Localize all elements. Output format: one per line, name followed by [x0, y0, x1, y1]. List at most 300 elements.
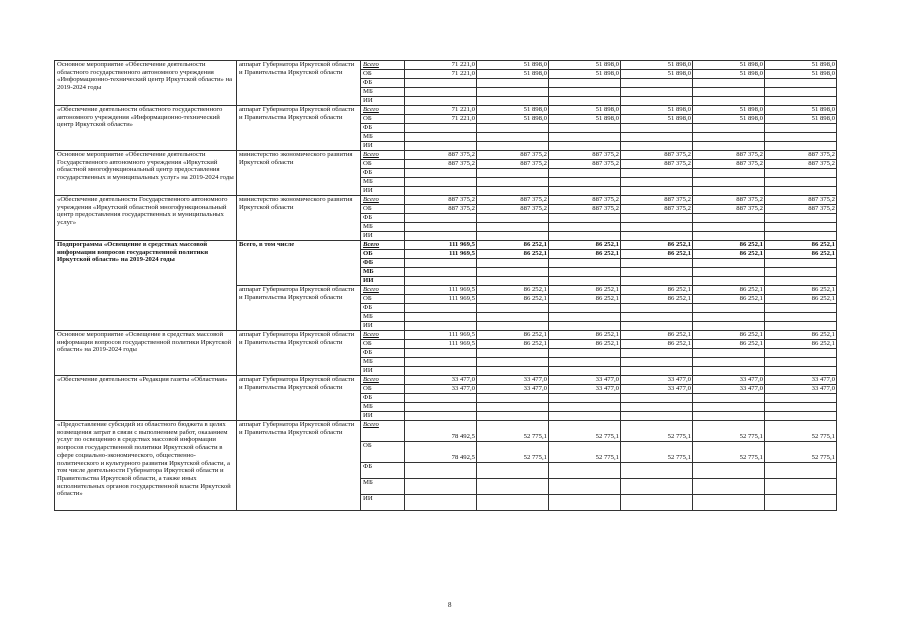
- value-cell: [693, 214, 765, 223]
- value-cell: [405, 463, 477, 479]
- value-cell: 51 898,0: [693, 70, 765, 79]
- value-cell: 51 898,0: [621, 70, 693, 79]
- value-cell: [621, 79, 693, 88]
- value-cell: [477, 223, 549, 232]
- value-cell: [549, 304, 621, 313]
- value-cell: 71 221,0: [405, 106, 477, 115]
- value-cell: [621, 322, 693, 331]
- value-cell: [765, 304, 837, 313]
- value-cell: [549, 214, 621, 223]
- value-cell: 887 375,2: [549, 151, 621, 160]
- value-cell: 51 898,0: [765, 70, 837, 79]
- value-cell: [549, 358, 621, 367]
- value-cell: [621, 214, 693, 223]
- funding-source-cell: ОБ: [361, 295, 405, 304]
- value-cell: 887 375,2: [693, 205, 765, 214]
- value-cell: [765, 232, 837, 241]
- value-cell: [765, 259, 837, 268]
- value-cell: [693, 367, 765, 376]
- measure-description: «Обеспечение деятельности областного государственного автономного учреждения «Информационно-технический центр Иркутской области»: [55, 106, 237, 151]
- value-cell: [621, 277, 693, 286]
- value-cell: 86 252,1: [621, 331, 693, 340]
- value-cell: [405, 394, 477, 403]
- value-cell: 86 252,1: [549, 286, 621, 295]
- value-cell: [765, 79, 837, 88]
- value-cell: [765, 358, 837, 367]
- executor-cell: министерство экономического развития Иркутской области: [237, 196, 361, 241]
- value-cell: 51 898,0: [549, 61, 621, 70]
- value-cell: [621, 479, 693, 495]
- value-cell: [693, 463, 765, 479]
- value-cell: [549, 124, 621, 133]
- value-cell: [549, 463, 621, 479]
- value-cell: [477, 214, 549, 223]
- value-cell: [405, 403, 477, 412]
- value-cell: [621, 394, 693, 403]
- value-cell: [477, 495, 549, 511]
- value-cell: 86 252,1: [477, 250, 549, 259]
- value-cell: 86 252,1: [549, 295, 621, 304]
- value-cell: [477, 349, 549, 358]
- value-cell: [549, 403, 621, 412]
- value-cell: 51 898,0: [549, 115, 621, 124]
- value-cell: 86 252,1: [621, 241, 693, 250]
- funding-source-cell: ФБ: [361, 169, 405, 178]
- value-cell: [549, 259, 621, 268]
- value-cell: [693, 304, 765, 313]
- value-cell: 111 969,5: [405, 250, 477, 259]
- value-cell: [621, 178, 693, 187]
- value-cell: [405, 349, 477, 358]
- funding-source-cell: Всего: [361, 106, 405, 115]
- value-cell: [693, 412, 765, 421]
- value-cell: 111 969,5: [405, 340, 477, 349]
- value-cell: 33 477,0: [765, 385, 837, 394]
- value-cell: 86 252,1: [693, 340, 765, 349]
- value-cell: 111 969,5: [405, 241, 477, 250]
- value-cell: [477, 479, 549, 495]
- value-cell: 887 375,2: [621, 160, 693, 169]
- value-cell: [693, 223, 765, 232]
- value-cell: [405, 187, 477, 196]
- value-cell: [693, 358, 765, 367]
- value-cell: 71 221,0: [405, 61, 477, 70]
- value-cell: 111 969,5: [405, 286, 477, 295]
- value-cell: [693, 268, 765, 277]
- value-cell: [549, 178, 621, 187]
- funding-source-cell: ОБ: [361, 250, 405, 259]
- funding-source-cell: ИИ: [361, 187, 405, 196]
- value-cell: [693, 133, 765, 142]
- value-cell: [693, 142, 765, 151]
- value-cell: [405, 277, 477, 286]
- value-cell: 86 252,1: [621, 295, 693, 304]
- value-cell: [621, 232, 693, 241]
- executor-cell: аппарат Губернатора Иркутской области и Правительства Иркутской области: [237, 421, 361, 511]
- table-row: [55, 376, 837, 385]
- value-cell: 51 898,0: [477, 106, 549, 115]
- funding-source-cell: ИИ: [361, 232, 405, 241]
- value-cell: 51 898,0: [477, 115, 549, 124]
- value-cell: [549, 79, 621, 88]
- value-cell: [405, 142, 477, 151]
- measure-description: Подпрограмма «Освещение в средствах массовой информации вопросов государственной политики Иркутской области» на 2019-2024 годы: [55, 241, 237, 331]
- value-cell: [405, 479, 477, 495]
- value-cell: [405, 313, 477, 322]
- funding-source-cell: МБ: [361, 88, 405, 97]
- value-cell: [621, 268, 693, 277]
- value-cell: [549, 277, 621, 286]
- value-cell: 78 492,5: [405, 442, 477, 463]
- value-cell: [765, 142, 837, 151]
- value-cell: 111 969,5: [405, 331, 477, 340]
- value-cell: 887 375,2: [549, 160, 621, 169]
- value-cell: [477, 304, 549, 313]
- value-cell: [405, 304, 477, 313]
- value-cell: 86 252,1: [621, 340, 693, 349]
- value-cell: [477, 88, 549, 97]
- value-cell: 86 252,1: [621, 250, 693, 259]
- value-cell: [477, 124, 549, 133]
- value-cell: [765, 223, 837, 232]
- value-cell: 887 375,2: [405, 196, 477, 205]
- value-cell: 52 775,1: [693, 442, 765, 463]
- funding-source-cell: ИИ: [361, 277, 405, 286]
- funding-source-cell: МБ: [361, 479, 405, 495]
- executor-cell: аппарат Губернатора Иркутской области и Правительства Иркутской области: [237, 106, 361, 151]
- value-cell: [477, 79, 549, 88]
- value-cell: 887 375,2: [693, 160, 765, 169]
- funding-source-cell: ИИ: [361, 495, 405, 511]
- funding-source-cell: МБ: [361, 403, 405, 412]
- value-cell: 51 898,0: [765, 61, 837, 70]
- value-cell: [765, 495, 837, 511]
- value-cell: 52 775,1: [765, 421, 837, 442]
- value-cell: [549, 349, 621, 358]
- table-row: [55, 151, 837, 160]
- value-cell: 71 221,0: [405, 70, 477, 79]
- value-cell: 887 375,2: [477, 160, 549, 169]
- value-cell: [477, 358, 549, 367]
- value-cell: [549, 97, 621, 106]
- funding-source-cell: Всего: [361, 331, 405, 340]
- value-cell: [477, 313, 549, 322]
- measure-description: Основное мероприятие «Освещение в средствах массовой информации вопросов государственной политики Иркутской области» на 2019-2024 годы: [55, 331, 237, 376]
- measure-description: «Предоставление субсидий из областного бюджета в целях возмещения затрат в связи с выполнением работ, оказанием услуг по освещению в средствах массовой информации вопросов государственной политики Иркутской области в сфере социально-экономического, общественно-политического и культурного развития Иркутской области, а том числе деятельности Губернатора Иркутской области и Правительства Иркутской области, а также иных исполнительных органов государственной власти Иркутской области»: [55, 421, 237, 511]
- value-cell: [693, 178, 765, 187]
- value-cell: 33 477,0: [693, 385, 765, 394]
- value-cell: [765, 463, 837, 479]
- funding-source-cell: ИИ: [361, 97, 405, 106]
- value-cell: [477, 412, 549, 421]
- table-row: [55, 331, 837, 340]
- value-cell: [477, 133, 549, 142]
- funding-source-cell: ФБ: [361, 259, 405, 268]
- value-cell: [693, 403, 765, 412]
- value-cell: 51 898,0: [549, 106, 621, 115]
- value-cell: [621, 358, 693, 367]
- value-cell: [693, 495, 765, 511]
- value-cell: 51 898,0: [693, 61, 765, 70]
- value-cell: [405, 358, 477, 367]
- value-cell: 51 898,0: [477, 70, 549, 79]
- value-cell: [405, 169, 477, 178]
- value-cell: 51 898,0: [693, 115, 765, 124]
- value-cell: 887 375,2: [621, 151, 693, 160]
- table-row: [55, 196, 837, 205]
- value-cell: [621, 169, 693, 178]
- value-cell: [549, 187, 621, 196]
- value-cell: 52 775,1: [477, 421, 549, 442]
- value-cell: [477, 403, 549, 412]
- funding-source-cell: Всего: [361, 61, 405, 70]
- value-cell: [765, 349, 837, 358]
- value-cell: [549, 367, 621, 376]
- value-cell: 86 252,1: [693, 241, 765, 250]
- value-cell: [549, 223, 621, 232]
- value-cell: 33 477,0: [693, 376, 765, 385]
- value-cell: [693, 97, 765, 106]
- value-cell: [693, 232, 765, 241]
- value-cell: 86 252,1: [765, 295, 837, 304]
- value-cell: [693, 187, 765, 196]
- value-cell: 52 775,1: [549, 442, 621, 463]
- value-cell: 86 252,1: [693, 250, 765, 259]
- funding-source-cell: Всего: [361, 151, 405, 160]
- value-cell: [621, 133, 693, 142]
- value-cell: 71 221,0: [405, 115, 477, 124]
- value-cell: 78 492,5: [405, 421, 477, 442]
- value-cell: [477, 268, 549, 277]
- value-cell: [621, 223, 693, 232]
- funding-source-cell: ОБ: [361, 442, 405, 463]
- funding-source-cell: МБ: [361, 178, 405, 187]
- value-cell: [549, 142, 621, 151]
- value-cell: 86 252,1: [765, 340, 837, 349]
- value-cell: 86 252,1: [549, 331, 621, 340]
- budget-table: [54, 60, 837, 511]
- value-cell: [405, 367, 477, 376]
- value-cell: [693, 479, 765, 495]
- value-cell: 51 898,0: [693, 106, 765, 115]
- value-cell: [765, 277, 837, 286]
- funding-source-cell: ФБ: [361, 214, 405, 223]
- value-cell: 887 375,2: [477, 205, 549, 214]
- value-cell: [549, 394, 621, 403]
- value-cell: 887 375,2: [693, 151, 765, 160]
- value-cell: 86 252,1: [765, 241, 837, 250]
- value-cell: [765, 133, 837, 142]
- value-cell: [405, 322, 477, 331]
- value-cell: 86 252,1: [477, 295, 549, 304]
- funding-source-cell: ИИ: [361, 367, 405, 376]
- funding-source-cell: ФБ: [361, 463, 405, 479]
- value-cell: [477, 367, 549, 376]
- value-cell: [405, 214, 477, 223]
- table-row: [55, 241, 837, 250]
- value-cell: [621, 349, 693, 358]
- value-cell: [621, 495, 693, 511]
- value-cell: 51 898,0: [765, 115, 837, 124]
- executor-cell: аппарат Губернатора Иркутской области и Правительства Иркутской области: [237, 376, 361, 421]
- value-cell: 52 775,1: [621, 442, 693, 463]
- value-cell: [693, 394, 765, 403]
- value-cell: 887 375,2: [765, 160, 837, 169]
- value-cell: [765, 394, 837, 403]
- value-cell: [765, 97, 837, 106]
- value-cell: 86 252,1: [765, 250, 837, 259]
- value-cell: 33 477,0: [405, 376, 477, 385]
- value-cell: [693, 124, 765, 133]
- funding-source-cell: ФБ: [361, 394, 405, 403]
- value-cell: 51 898,0: [765, 106, 837, 115]
- executor-cell: министерство экономического развития Иркутской области: [237, 151, 361, 196]
- value-cell: [405, 178, 477, 187]
- value-cell: [405, 133, 477, 142]
- value-cell: [405, 223, 477, 232]
- value-cell: [549, 313, 621, 322]
- value-cell: [477, 187, 549, 196]
- value-cell: 33 477,0: [477, 376, 549, 385]
- funding-source-cell: ОБ: [361, 205, 405, 214]
- value-cell: [405, 259, 477, 268]
- value-cell: 86 252,1: [477, 340, 549, 349]
- value-cell: 86 252,1: [549, 241, 621, 250]
- value-cell: [405, 88, 477, 97]
- value-cell: [621, 367, 693, 376]
- value-cell: 887 375,2: [405, 205, 477, 214]
- value-cell: [477, 259, 549, 268]
- measure-description: «Обеспечение деятельности Государственного автономного учреждения «Иркутский областной многофункциональный центр предоставления государственных и муниципальных услуг»: [55, 196, 237, 241]
- value-cell: [765, 367, 837, 376]
- value-cell: [621, 304, 693, 313]
- measure-description: «Обеспечение деятельности «Редакция газеты «Областная»: [55, 376, 237, 421]
- funding-source-cell: МБ: [361, 313, 405, 322]
- value-cell: 86 252,1: [693, 286, 765, 295]
- value-cell: 86 252,1: [765, 331, 837, 340]
- value-cell: [477, 142, 549, 151]
- value-cell: [477, 277, 549, 286]
- value-cell: [477, 169, 549, 178]
- value-cell: [621, 463, 693, 479]
- funding-source-cell: МБ: [361, 268, 405, 277]
- page-number: 8: [448, 601, 452, 609]
- funding-source-cell: Всего: [361, 376, 405, 385]
- value-cell: 51 898,0: [477, 61, 549, 70]
- value-cell: [765, 178, 837, 187]
- value-cell: 86 252,1: [477, 286, 549, 295]
- value-cell: 887 375,2: [549, 205, 621, 214]
- value-cell: 887 375,2: [765, 151, 837, 160]
- value-cell: [765, 322, 837, 331]
- value-cell: 887 375,2: [477, 151, 549, 160]
- value-cell: 86 252,1: [549, 250, 621, 259]
- value-cell: [549, 322, 621, 331]
- executor-cell: Всего, в том числе: [237, 241, 361, 286]
- value-cell: 887 375,2: [621, 196, 693, 205]
- value-cell: [549, 88, 621, 97]
- value-cell: [693, 169, 765, 178]
- table-row: [55, 106, 837, 115]
- value-cell: [621, 88, 693, 97]
- value-cell: 33 477,0: [549, 376, 621, 385]
- funding-source-cell: ФБ: [361, 124, 405, 133]
- value-cell: 33 477,0: [477, 385, 549, 394]
- value-cell: [693, 349, 765, 358]
- value-cell: 887 375,2: [765, 196, 837, 205]
- value-cell: 51 898,0: [621, 115, 693, 124]
- value-cell: [693, 313, 765, 322]
- value-cell: 887 375,2: [549, 196, 621, 205]
- funding-source-cell: ИИ: [361, 412, 405, 421]
- value-cell: [621, 313, 693, 322]
- funding-source-cell: Всего: [361, 286, 405, 295]
- executor-cell: аппарат Губернатора Иркутской области и Правительства Иркутской области: [237, 61, 361, 106]
- value-cell: 86 252,1: [765, 286, 837, 295]
- value-cell: [765, 187, 837, 196]
- value-cell: 887 375,2: [477, 196, 549, 205]
- value-cell: [477, 394, 549, 403]
- value-cell: [549, 412, 621, 421]
- funding-source-cell: МБ: [361, 223, 405, 232]
- value-cell: 86 252,1: [621, 286, 693, 295]
- funding-source-cell: ФБ: [361, 79, 405, 88]
- value-cell: [621, 403, 693, 412]
- value-cell: [765, 88, 837, 97]
- value-cell: 86 252,1: [693, 295, 765, 304]
- funding-source-cell: МБ: [361, 358, 405, 367]
- value-cell: [621, 259, 693, 268]
- funding-source-cell: ИИ: [361, 322, 405, 331]
- value-cell: [765, 214, 837, 223]
- value-cell: [693, 259, 765, 268]
- value-cell: [477, 463, 549, 479]
- value-cell: [621, 187, 693, 196]
- value-cell: 887 375,2: [621, 205, 693, 214]
- executor-cell: аппарат Губернатора Иркутской области и Правительства Иркутской области: [237, 331, 361, 376]
- value-cell: 33 477,0: [765, 376, 837, 385]
- value-cell: 887 375,2: [693, 196, 765, 205]
- value-cell: 51 898,0: [549, 70, 621, 79]
- value-cell: [621, 142, 693, 151]
- funding-source-cell: ОБ: [361, 340, 405, 349]
- table-row: [55, 61, 837, 70]
- value-cell: 52 775,1: [765, 442, 837, 463]
- measure-description: Основное мероприятие «Обеспечение деятельности Государственного автономного учреждения «Иркутский областной многофункциональный центр предоставления государственных и муниципальных услуг» на 2019-2024 годы: [55, 151, 237, 196]
- value-cell: [405, 79, 477, 88]
- value-cell: 52 775,1: [693, 421, 765, 442]
- value-cell: [405, 124, 477, 133]
- measure-description: Основное мероприятие «Обеспечение деятельности областного государственного автономного учреждения «Информационно-технический центр Иркутской области» на 2019-2024 годы: [55, 61, 237, 106]
- value-cell: 887 375,2: [765, 205, 837, 214]
- value-cell: [693, 79, 765, 88]
- value-cell: 51 898,0: [621, 61, 693, 70]
- value-cell: [765, 313, 837, 322]
- funding-source-cell: ОБ: [361, 160, 405, 169]
- value-cell: 33 477,0: [549, 385, 621, 394]
- value-cell: [549, 479, 621, 495]
- value-cell: [405, 268, 477, 277]
- value-cell: [549, 169, 621, 178]
- value-cell: 86 252,1: [549, 340, 621, 349]
- value-cell: 51 898,0: [621, 106, 693, 115]
- value-cell: [693, 277, 765, 286]
- value-cell: 52 775,1: [477, 442, 549, 463]
- value-cell: 86 252,1: [477, 241, 549, 250]
- value-cell: 33 477,0: [621, 385, 693, 394]
- budget-table-body: [55, 61, 837, 511]
- value-cell: [765, 268, 837, 277]
